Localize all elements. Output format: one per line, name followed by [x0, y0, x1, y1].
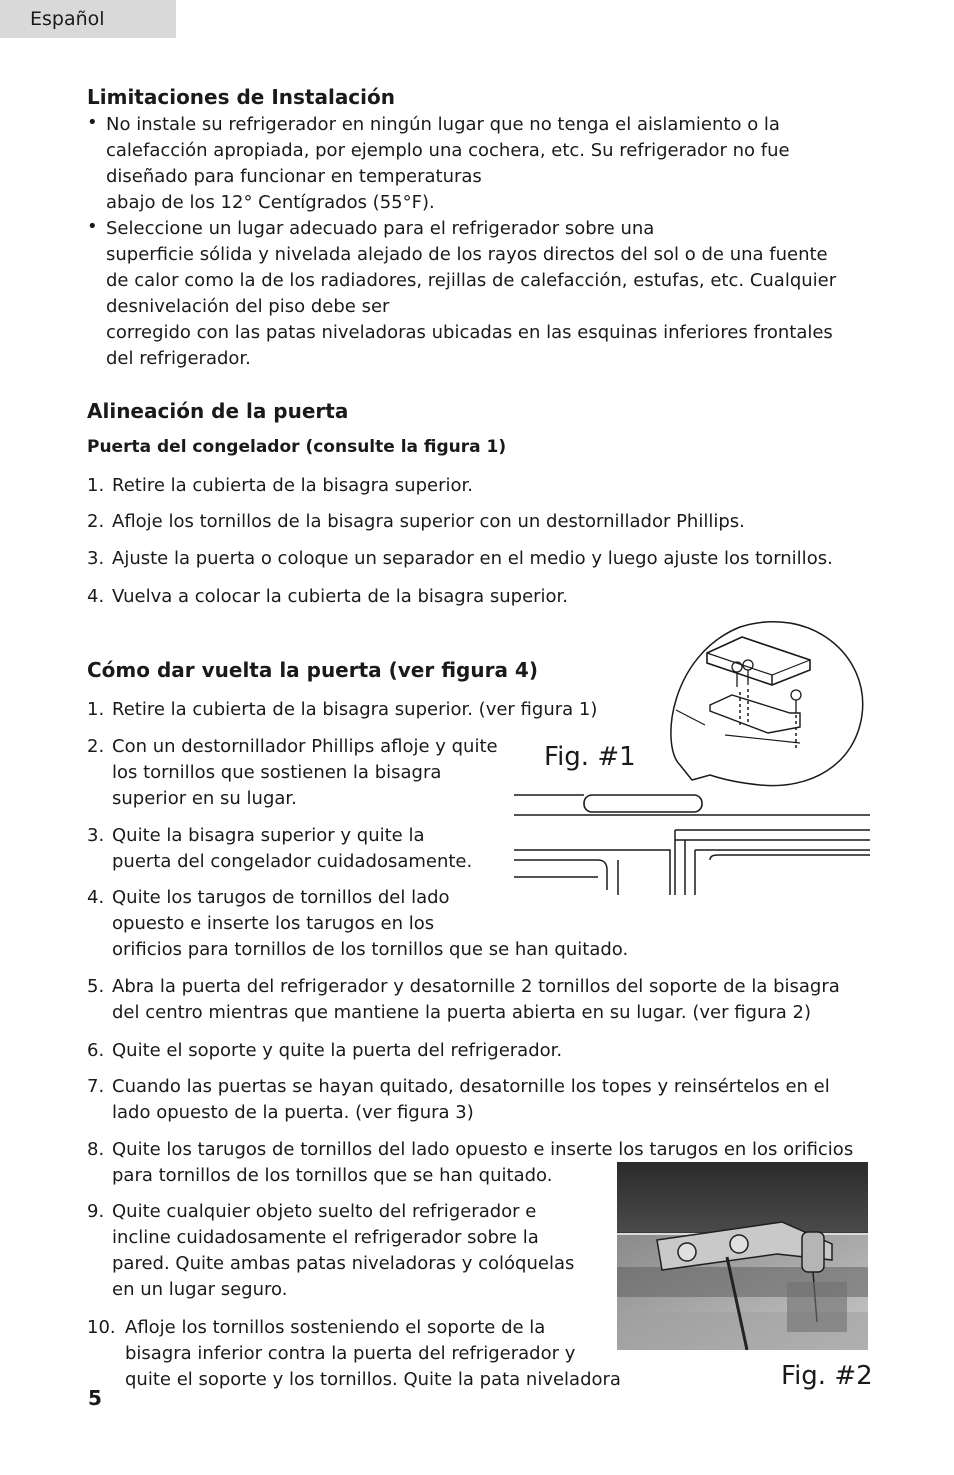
step-number: 3. — [87, 825, 105, 846]
text-line: calefacción apropiada, por ejemplo una cochera, etc. Su refrigerador no fue — [106, 140, 790, 161]
text-line: los tornillos que sostienen la bisagra — [112, 762, 442, 783]
step-number: 2. — [87, 511, 105, 532]
text-line: bisagra inferior contra la puerta del refrigerador y — [125, 1343, 576, 1364]
text-line: Quite los tarugos de tornillos del lado opuesto e inserte los tarugos en los orificios — [112, 1139, 854, 1160]
step-text — [112, 734, 498, 812]
step-text — [112, 1038, 562, 1064]
step-text: Afloje los tornillos de la bisagra superior con un destornillador Phillips. — [112, 511, 745, 532]
figure-2-label: Fig. #2 — [781, 1361, 873, 1391]
bullet-marker: • — [87, 216, 98, 237]
language-tab: Español — [0, 0, 176, 38]
text-line: corregido con las patas niveladoras ubicadas en las esquinas inferiores frontales — [106, 322, 833, 343]
text-line: de calor como la de los radiadores, rejillas de calefacción, estufas, etc. Cualquier — [106, 270, 837, 291]
step-number: 10. — [87, 1317, 116, 1338]
text-line: Retire la cubierta de la bisagra superior. (ver figura 1) — [112, 699, 598, 720]
step-number: 2. — [87, 736, 105, 757]
step-number: 1. — [87, 475, 105, 496]
text-line: orificios para tornillos de los tornillos que se han quitado. — [112, 939, 629, 960]
text-line: lado opuesto de la puerta. (ver figura 3) — [112, 1102, 474, 1123]
step-number: 1. — [87, 699, 105, 720]
text-line: para tornillos de los tornillos que se han quitado. — [112, 1165, 553, 1186]
step-text: Retire la cubierta de la bisagra superior. — [112, 475, 473, 496]
text-line: quite el soporte y los tornillos. Quite la pata niveladora — [125, 1369, 621, 1390]
text-line: del refrigerador. — [106, 348, 251, 369]
text-line: Quite la bisagra superior y quite la — [112, 825, 425, 846]
step-number: 7. — [87, 1076, 105, 1097]
text-line: Quite el soporte y quite la puerta del refrigerador. — [112, 1040, 563, 1061]
step-number: 5. — [87, 976, 105, 997]
hinge-plate — [710, 695, 800, 733]
step-text: Ajuste la puerta o coloque un separador en el medio y luego ajuste los tornillos. — [112, 548, 833, 569]
text-line: diseñado para funcionar en temperaturas — [106, 166, 482, 187]
text-line: Abra la puerta del refrigerador y desatornille 2 tornillos del soporte de la bisagra — [112, 976, 840, 997]
step-number: 8. — [87, 1139, 105, 1160]
step-number: 4. — [87, 887, 105, 908]
subtitle-freezer-door: Puerta del congelador (consulte la figura 1) — [87, 437, 507, 457]
step-text — [112, 1074, 830, 1126]
text-line: Afloje los tornillos sosteniendo el soporte de la — [125, 1317, 546, 1338]
detail-bubble — [671, 622, 863, 786]
text-line: desnivelación del piso debe ser — [106, 296, 390, 317]
step-text — [112, 1199, 574, 1303]
step-text — [112, 823, 472, 875]
bullet-marker: • — [87, 112, 98, 133]
step-number: 6. — [87, 1040, 105, 1061]
step-number: 3. — [87, 548, 105, 569]
text-line: en un lugar seguro. — [112, 1279, 288, 1300]
text-line: Quite cualquier objeto suelto del refrigerador e — [112, 1201, 537, 1222]
text-line: Seleccione un lugar adecuado para el refrigerador sobre una — [106, 218, 655, 239]
text-line: pared. Quite ambas patas niveladoras y colóquelas — [112, 1253, 575, 1274]
figure-2-photo — [617, 1162, 868, 1350]
step-text — [112, 974, 840, 1026]
step-text: Vuelva a colocar la cubierta de la bisagra superior. — [112, 586, 569, 607]
text-line: superior en su lugar. — [112, 788, 297, 809]
hinge-block — [584, 795, 702, 812]
section-title-door-alignment: Alineación de la puerta — [87, 399, 349, 423]
step-number: 9. — [87, 1201, 105, 1222]
figure-1-label: Fig. #1 — [544, 742, 636, 772]
bullet-item-insulation — [106, 112, 790, 216]
text-line: abajo de los 12° Centígrados (55°F). — [106, 192, 435, 213]
page-number: 5 — [88, 1386, 102, 1410]
hinge-cover — [707, 637, 810, 685]
section-title-installation-limits: Limitaciones de Instalación — [87, 85, 395, 109]
text-line: opuesto e inserte los tarugos en los — [112, 913, 435, 934]
step-text — [125, 1315, 621, 1393]
text-line: puerta del congelador cuidadosamente. — [112, 851, 473, 872]
section-title-door-reversal: Cómo dar vuelta la puerta (ver figura 4) — [87, 658, 538, 682]
step-number: 4. — [87, 586, 105, 607]
step-text — [112, 885, 450, 937]
text-line: Cuando las puertas se hayan quitado, desatornille los topes y reinsértelos en el — [112, 1076, 830, 1097]
step-text-continued — [112, 937, 628, 963]
bullet-item-location — [106, 216, 836, 372]
text-line: del centro mientras que mantiene la puerta abierta en su lugar. (ver figura 2) — [112, 1002, 811, 1023]
text-line: incline cuidadosamente el refrigerador sobre la — [112, 1227, 539, 1248]
text-line: No instale su refrigerador en ningún lugar que no tenga el aislamiento o la — [106, 114, 780, 135]
text-line: Con un destornillador Phillips afloje y quite — [112, 736, 498, 757]
text-line: Quite los tarugos de tornillos del lado — [112, 887, 450, 908]
text-line: superficie sólida y nivelada alejado de los rayos directos del sol o de una fuente — [106, 244, 828, 265]
